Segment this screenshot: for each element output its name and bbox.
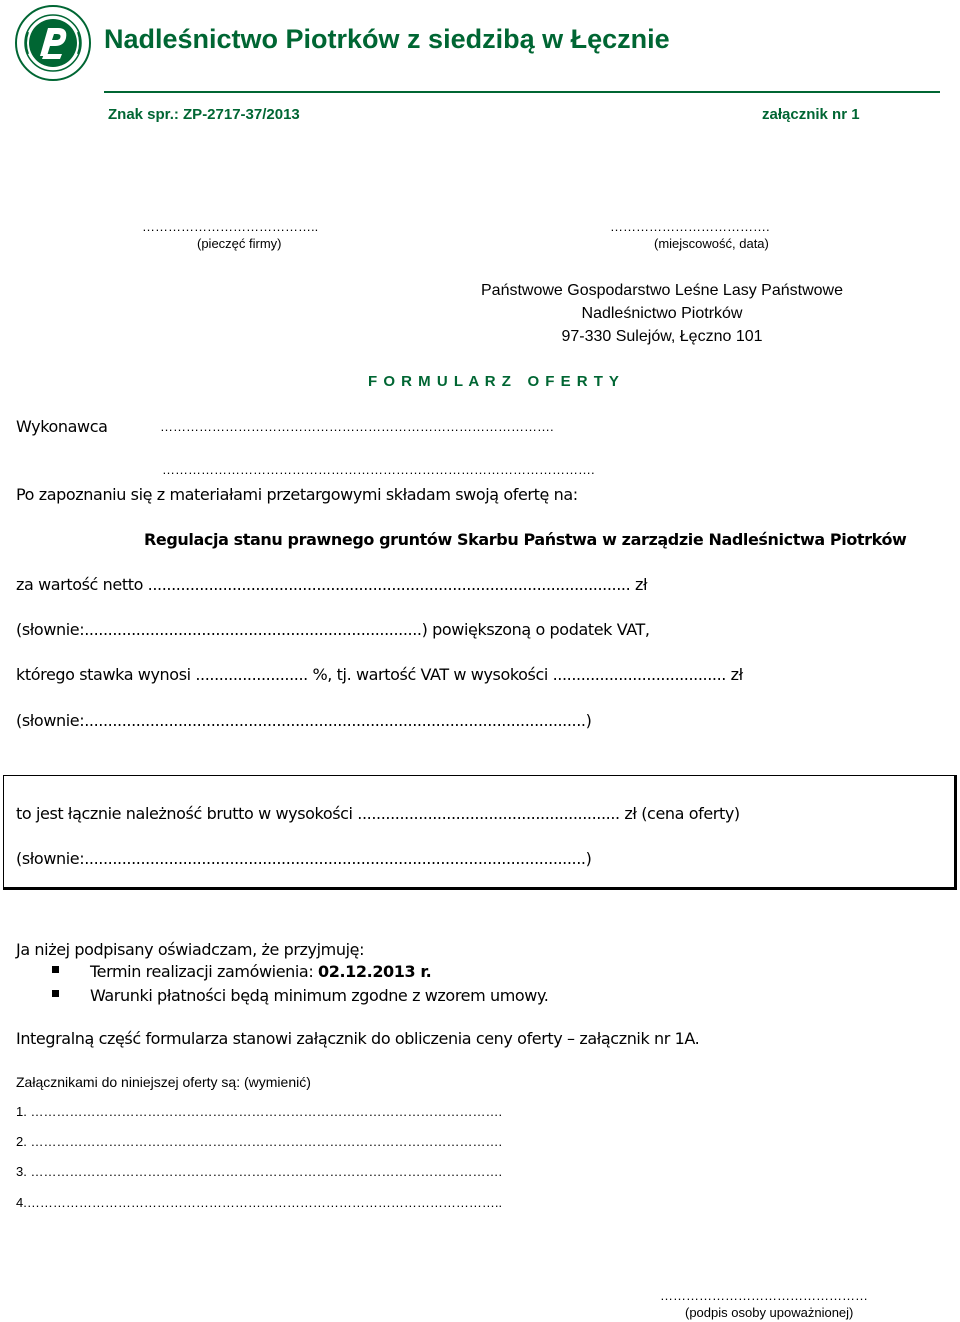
company-stamp-dots: …………………………………..: [142, 219, 319, 234]
signature-dots: …………………………………………: [660, 1288, 868, 1303]
contractor-field-2[interactable]: ……………………………………………………………………………………….: [162, 462, 595, 477]
attachment-item-3[interactable]: 3. ……………………………………………………………………………………………….: [16, 1164, 503, 1179]
company-stamp-caption: (pieczęć firmy): [197, 236, 282, 251]
net-value-line[interactable]: za wartość netto ....................................................................................................... zł: [16, 575, 648, 594]
attachment-item-2[interactable]: 2. ……………………………………………………………………………………………….: [16, 1134, 503, 1149]
bullet-icon: [52, 966, 59, 973]
acceptance-intro: Ja niżej podpisany oświadczam, że przyjmuję:: [16, 940, 365, 959]
vat-line[interactable]: którego stawka wynosi ........................ %, tj. wartość VAT w wysokości ..................................... zł: [16, 665, 743, 684]
header-title: Nadleśnictwo Piotrków z siedzibą w Łęcznie: [104, 24, 670, 54]
contractor-label: Wykonawca: [16, 417, 108, 436]
attachment-item-4[interactable]: 4.………………………………………………………………………………………………..: [16, 1195, 503, 1210]
bullet-icon: [52, 990, 59, 997]
place-date-caption: (miejscowość, data): [654, 236, 769, 251]
attachments-intro: Załącznikami do niniejszej oferty są: (wymienić): [16, 1074, 311, 1090]
attachment-label: załącznik nr 1: [762, 106, 860, 123]
offer-subject: Regulacja stanu prawnego gruntów Skarbu Państwa w zarządzie Nadleśnictwa Piotrków: [144, 530, 907, 549]
attachment-item-1[interactable]: 1. ……………………………………………………………………………………………….: [16, 1104, 503, 1119]
addressee-line1: Państwowe Gospodarstwo Leśne Lasy Państwowe: [481, 282, 843, 299]
intro-text: Po zapoznaniu się z materiałami przetargowymi składam swoją ofertę na:: [16, 485, 578, 504]
lasy-panstwowe-logo: [14, 4, 92, 82]
addressee-line3: 97-330 Sulejów, Łęczno 101: [561, 328, 763, 345]
payment-terms: Warunki płatności będą minimum zgodne z wzorem umowy.: [90, 986, 549, 1005]
net-value-words-line[interactable]: (słownie:........................................................................) powiększoną o podatek VAT,: [16, 620, 650, 639]
integral-part-note: Integralną część formularza stanowi załącznik do obliczenia ceny oferty – załącznik nr 1A.: [16, 1029, 700, 1048]
term-label: Termin realizacji zamówienia:: [90, 962, 319, 981]
reference-number: Znak spr.: ZP-2717-37/2013: [108, 106, 300, 123]
gross-value-line[interactable]: to jest łącznie należność brutto w wysokości ........................................................ zł (cena oferty): [16, 804, 740, 823]
form-title: F O R M U L A R Z O F E R T Y: [368, 373, 620, 390]
term-date: 02.12.2013 r.: [318, 962, 432, 981]
contractor-field[interactable]: ……………………………………………………………………………….: [160, 419, 554, 434]
vat-words-line[interactable]: (słownie:...........................................................................................................): [16, 711, 592, 730]
term-item: [90, 962, 431, 981]
gross-price-box: [3, 775, 957, 890]
header-divider: [104, 91, 940, 93]
signature-caption: (podpis osoby upoważnionej): [685, 1305, 854, 1320]
place-date-dots: ……………………………….: [610, 219, 770, 234]
addressee-line2: Nadleśnictwo Piotrków: [581, 305, 743, 322]
gross-words-line[interactable]: (słownie:...........................................................................................................): [16, 849, 592, 868]
